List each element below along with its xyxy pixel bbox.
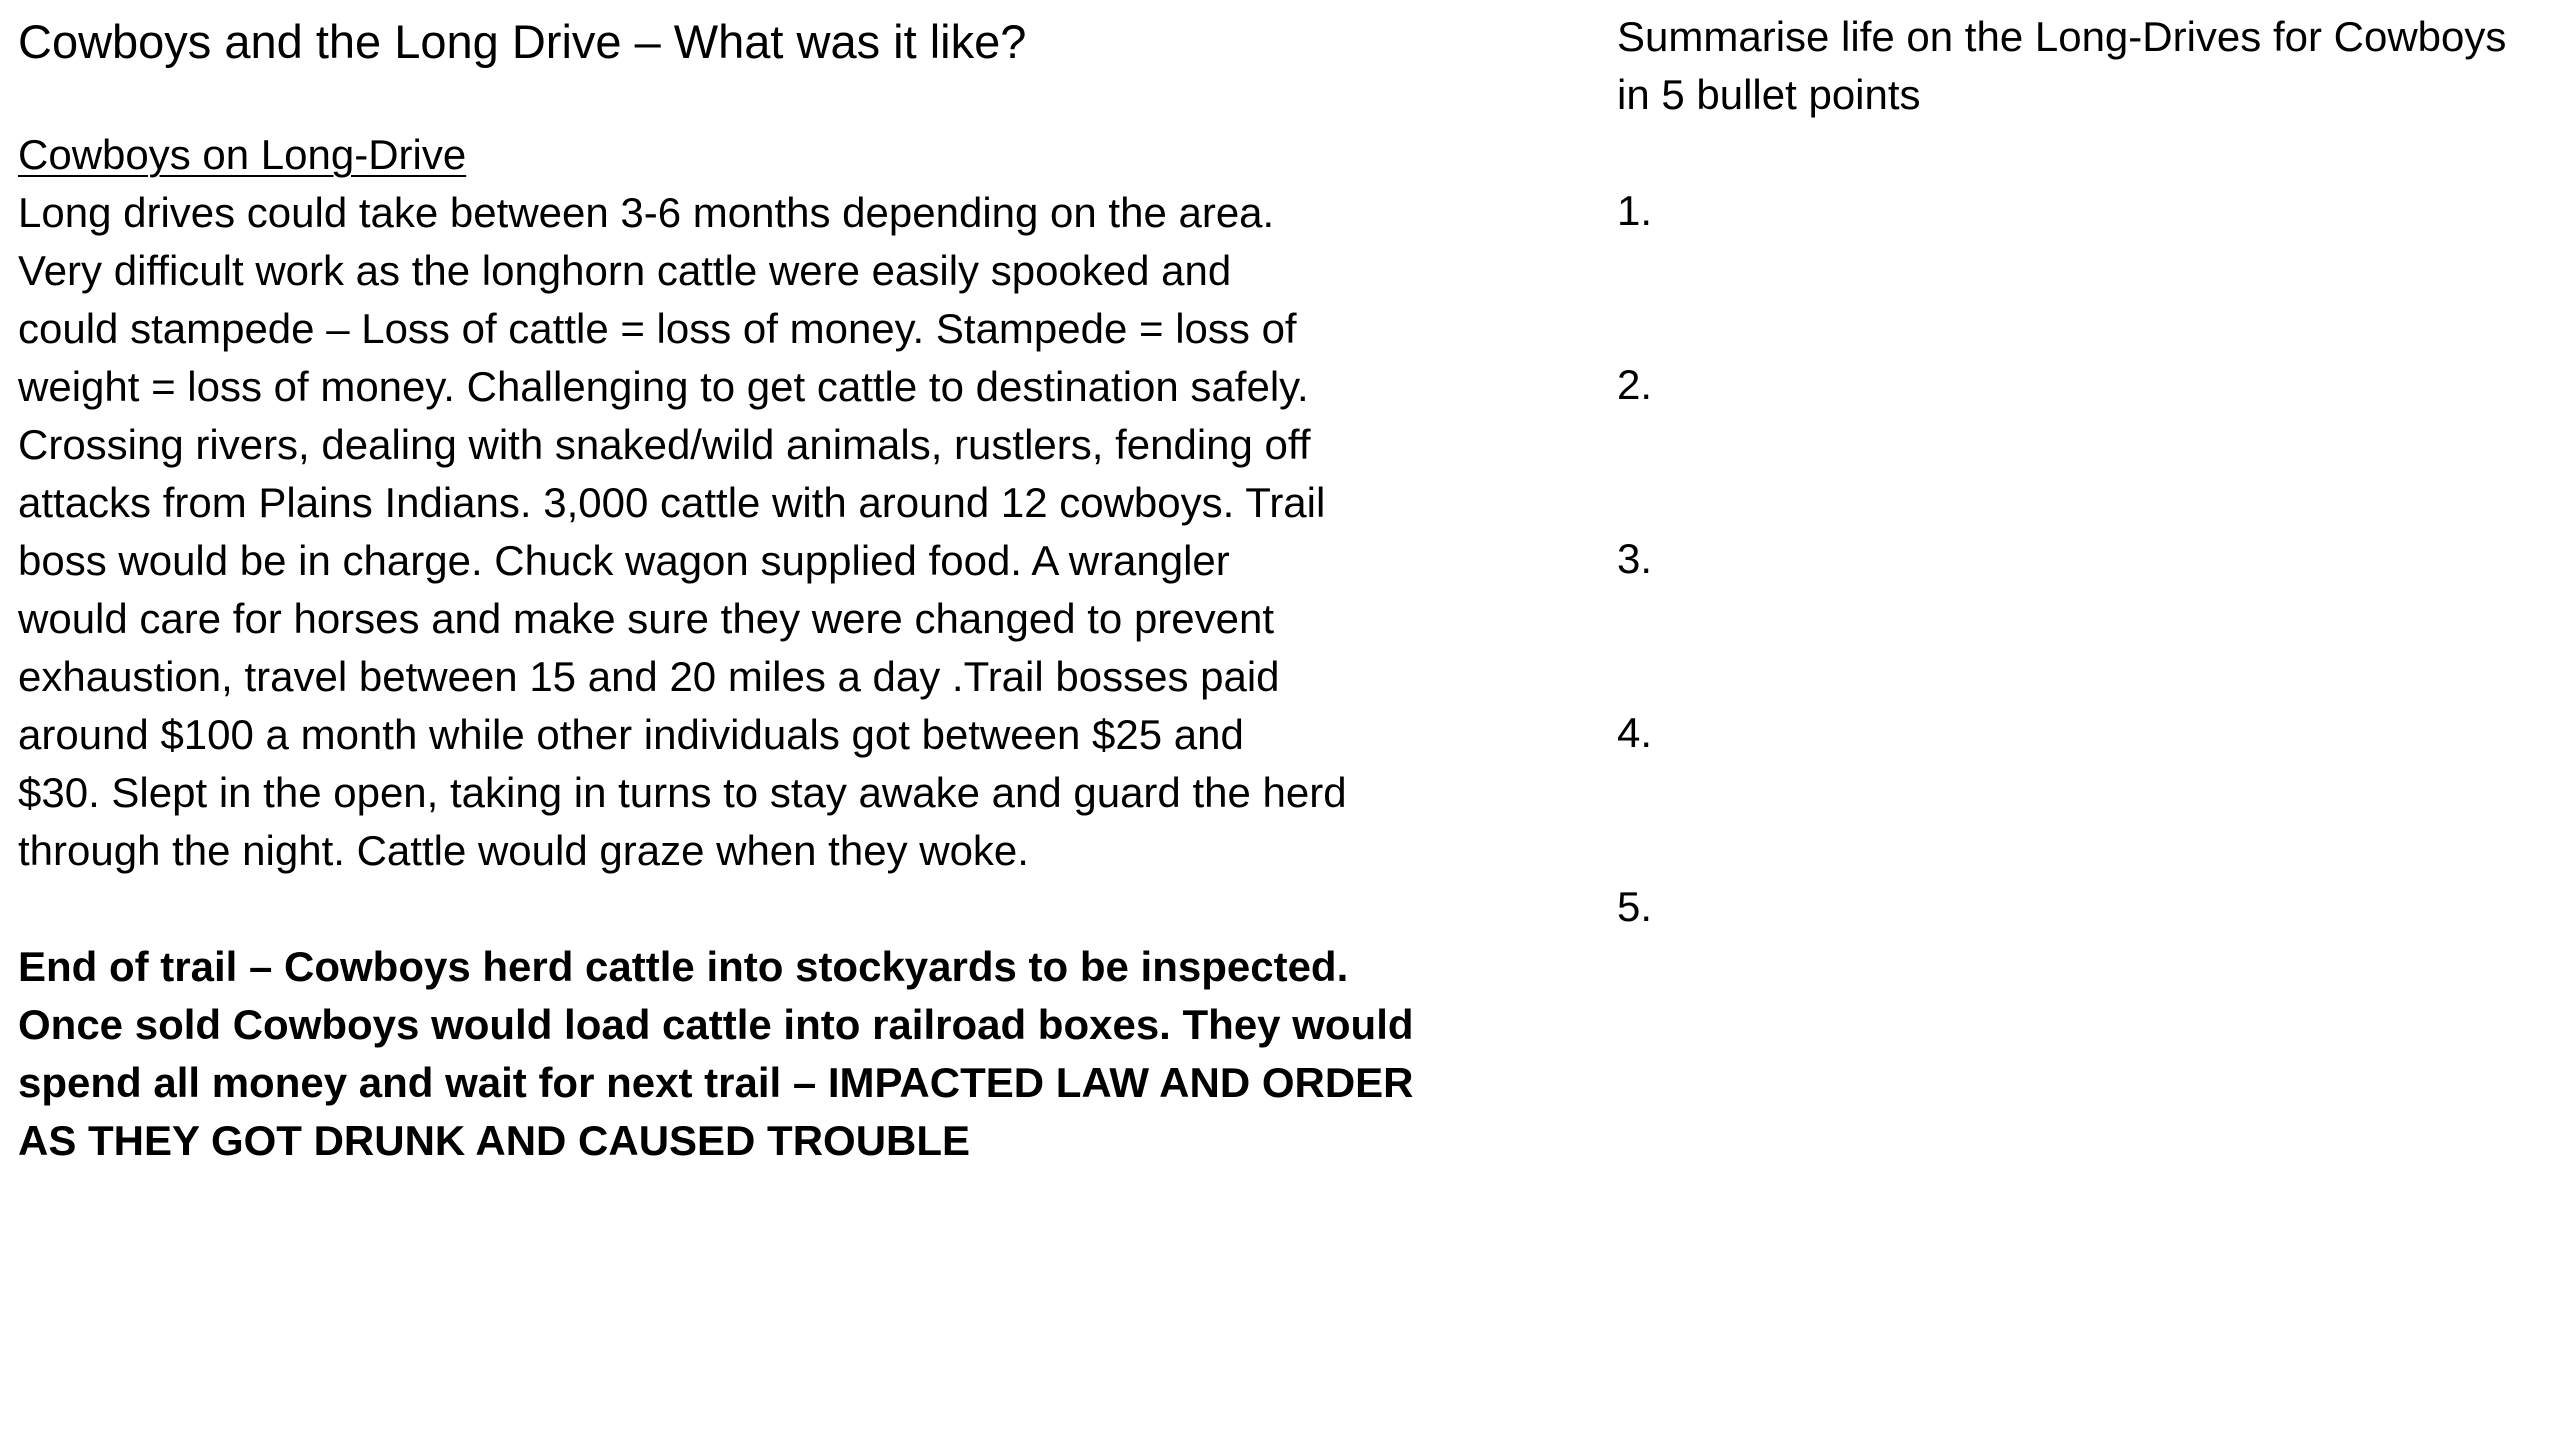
prompt-line: Summarise life on the Long-Drives for Cowboys bbox=[1617, 13, 2507, 60]
body-line: Very difficult work as the longhorn cattle were easily spooked and bbox=[18, 247, 1232, 294]
bold-line: AS THEY GOT DRUNK AND CAUSED TROUBLE bbox=[18, 1117, 971, 1164]
list-number: 3. bbox=[1617, 535, 1653, 582]
task-prompt bbox=[1617, 8, 2547, 124]
bold-line: End of trail – Cowboys herd cattle into stockyards to be inspected. bbox=[18, 943, 1349, 990]
body-line: could stampede – Loss of cattle = loss of money. Stampede = loss of bbox=[18, 305, 1297, 352]
body-line: exhaustion, travel between 15 and 20 miles a day .Trail bosses paid bbox=[18, 653, 1280, 700]
body-line: Long drives could take between 3-6 months depending on the area. bbox=[18, 189, 1275, 236]
body-paragraph bbox=[18, 184, 1438, 880]
numbered-list bbox=[1617, 182, 2547, 936]
body-line: attacks from Plains Indians. 3,000 cattle with around 12 cowboys. Trail bbox=[18, 479, 1326, 526]
body-line: $30. Slept in the open, taking in turns to stay awake and guard the herd bbox=[18, 769, 1347, 816]
bold-line: Once sold Cowboys would load cattle into railroad boxes. They would bbox=[18, 1001, 1414, 1048]
list-number: 5. bbox=[1617, 883, 1653, 930]
prompt-line: in 5 bullet points bbox=[1617, 71, 1921, 118]
body-line: around $100 a month while other individuals got between $25 and bbox=[18, 711, 1244, 758]
list-number: 2. bbox=[1617, 361, 1653, 408]
list-number: 1. bbox=[1617, 187, 1653, 234]
end-of-trail-paragraph bbox=[18, 938, 1438, 1170]
task-column bbox=[1617, 8, 2547, 1052]
body-line: boss would be in charge. Chuck wagon supplied food. A wrangler bbox=[18, 537, 1230, 584]
list-number: 4. bbox=[1617, 709, 1653, 756]
body-line: Crossing rivers, dealing with snaked/wild animals, rustlers, fending off bbox=[18, 421, 1311, 468]
section-heading: Cowboys on Long-Drive bbox=[18, 131, 467, 178]
notes-column bbox=[18, 10, 1438, 1170]
page-title: Cowboys and the Long Drive – What was it like? bbox=[18, 15, 1027, 68]
body-line: weight = loss of money. Challenging to get cattle to destination safely. bbox=[18, 363, 1309, 410]
body-line: through the night. Cattle would graze when they woke. bbox=[18, 827, 1029, 874]
bold-line: spend all money and wait for next trail – IMPACTED LAW AND ORDER bbox=[18, 1059, 1414, 1106]
body-line: would care for horses and make sure they were changed to prevent bbox=[18, 595, 1275, 642]
